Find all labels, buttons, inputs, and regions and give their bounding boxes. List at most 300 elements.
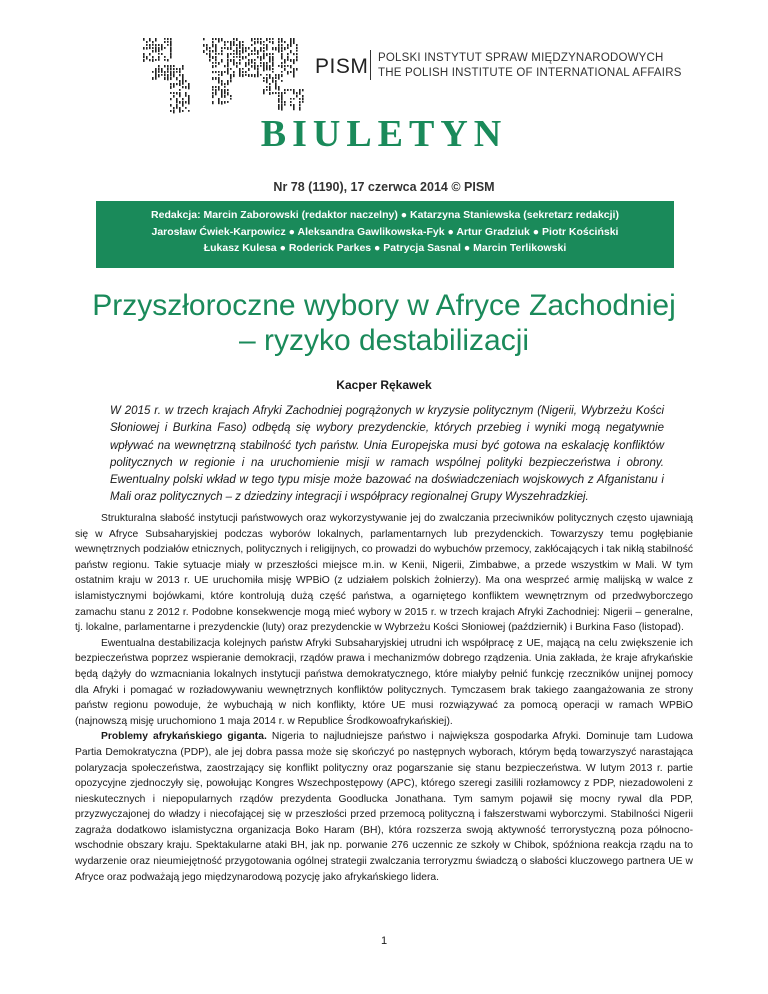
map-dot <box>143 53 145 56</box>
body-paragraph-3 <box>75 729 693 885</box>
map-dot <box>170 65 172 68</box>
map-dot <box>248 53 250 56</box>
map-dot <box>239 41 241 44</box>
map-dot <box>149 59 151 61</box>
map-dot <box>233 56 235 58</box>
map-dot <box>296 95 298 97</box>
map-dot <box>158 68 160 71</box>
map-dot <box>266 74 268 76</box>
map-dot <box>227 83 229 85</box>
map-dot <box>269 53 271 55</box>
map-dot <box>173 86 175 88</box>
map-dot <box>299 107 301 111</box>
map-dot <box>281 65 283 68</box>
map-dot <box>254 47 256 50</box>
map-dot <box>248 68 250 71</box>
map-dot <box>224 41 226 43</box>
map-dot <box>212 38 214 40</box>
map-dot <box>170 74 172 76</box>
map-dot <box>182 101 184 104</box>
map-dot <box>167 44 169 46</box>
map-dot <box>161 74 163 76</box>
map-dot <box>236 38 238 41</box>
map-dot <box>164 77 166 80</box>
map-dot <box>245 56 247 59</box>
map-dot <box>158 74 160 77</box>
map-dot <box>176 68 178 70</box>
map-dot <box>209 56 211 58</box>
map-dot <box>206 44 208 47</box>
map-dot <box>170 68 172 70</box>
map-dot <box>158 44 160 46</box>
map-dot <box>215 44 217 47</box>
map-dot <box>221 95 223 98</box>
map-dot <box>230 53 232 55</box>
map-dot <box>254 50 256 52</box>
map-dot <box>299 98 301 100</box>
map-dot <box>212 56 214 59</box>
map-dot <box>233 71 235 73</box>
map-dot <box>179 74 181 76</box>
map-dot <box>284 68 286 71</box>
map-dot <box>263 80 265 82</box>
map-dot <box>260 47 262 50</box>
map-dot <box>224 92 226 94</box>
map-dot <box>176 98 178 101</box>
map-dot <box>293 92 295 94</box>
map-dot <box>287 44 289 47</box>
map-dot <box>173 95 175 98</box>
map-dot <box>251 44 253 46</box>
map-dot <box>182 83 184 85</box>
map-dot <box>242 74 244 77</box>
map-dot <box>143 38 145 41</box>
map-dot <box>146 41 148 43</box>
map-dot <box>293 104 295 107</box>
map-dot <box>278 47 280 50</box>
map-dot <box>242 56 244 60</box>
map-dot <box>278 41 280 43</box>
map-dot <box>266 65 268 68</box>
world-map-logo <box>132 30 307 115</box>
map-dot <box>158 65 160 68</box>
map-dot <box>251 53 253 55</box>
map-dot <box>167 68 169 71</box>
map-dot <box>251 65 253 68</box>
map-dot <box>281 104 283 107</box>
map-dot <box>260 41 262 45</box>
map-dot <box>263 65 265 69</box>
map-dot <box>269 86 271 89</box>
map-dot <box>227 41 229 43</box>
map-dot <box>299 101 301 103</box>
map-dot <box>290 89 292 91</box>
map-dot <box>158 53 160 55</box>
map-dot <box>263 50 265 52</box>
map-dot <box>176 83 178 85</box>
map-dot <box>266 38 268 41</box>
map-dot <box>224 89 226 92</box>
map-dot <box>239 59 241 61</box>
editorial-board <box>96 201 674 268</box>
map-dot <box>224 47 226 49</box>
map-dot <box>263 68 265 71</box>
map-dot <box>227 53 229 56</box>
map-dot <box>158 47 160 50</box>
map-dot <box>260 59 262 61</box>
map-dot <box>182 98 184 100</box>
map-dot <box>257 38 259 40</box>
map-dot <box>236 44 238 46</box>
map-dot <box>218 89 220 91</box>
map-dot <box>233 50 235 52</box>
map-dot <box>212 71 214 73</box>
map-dot <box>212 77 214 80</box>
map-dot <box>239 71 241 74</box>
map-dot <box>278 86 280 89</box>
map-dot <box>215 38 217 40</box>
map-dot <box>275 47 277 51</box>
map-dot <box>281 53 283 56</box>
map-dot <box>176 77 178 80</box>
lead-paragraph: W 2015 r. w trzech krajach Afryki Zachodniej pogrążonych w kryzysie politycznym (Nigerii, Wybrzeżu Kości Słoniowej i Burkina Faso) odbędą się wybory prezydenckie, których przebieg i wyniki mogą negatywnie wpływać na wewnętrzną stabilność tych państw. Unia Europejska musi być gotowa na eskalację konfliktów politycznych w regionie i na uruchomienie misji w ramach wspólnej polityki bezpieczeństwa i obrony. Ewentualny polski wkład w tego typu misje może bazować na doświadczeniach wojskowych z Afganistanu i Mali oraz politycznych – z dziedziny integracji i współpracy regionalnej Grupy Wyszehradzkiej. <box>110 405 664 504</box>
article-body <box>75 511 693 885</box>
map-dot <box>278 107 280 110</box>
map-dot <box>293 68 295 71</box>
map-dot <box>302 98 304 100</box>
map-dot <box>266 80 268 83</box>
map-dot <box>215 71 217 73</box>
map-dot <box>224 101 226 104</box>
map-dot <box>173 83 175 86</box>
map-dot <box>179 92 181 96</box>
map-dot <box>152 44 154 46</box>
map-dot <box>266 68 268 70</box>
map-dot <box>269 77 271 79</box>
map-dot <box>239 62 241 65</box>
map-dot <box>254 74 256 77</box>
map-dot <box>257 56 259 58</box>
map-dot <box>164 74 166 76</box>
map-dot <box>272 77 274 80</box>
map-dot <box>245 62 247 65</box>
map-dot <box>248 59 250 62</box>
map-dot <box>272 65 274 67</box>
map-dot <box>272 62 274 65</box>
map-dot <box>242 71 244 73</box>
editors-row-2: Jarosław Ćwiek-Karpowicz ● Aleksandra Gawlikowska-Fyk ● Artur Gradziuk ● Piotr Kościński <box>151 225 619 238</box>
editors-row-1: Redakcja: Marcin Zaborowski (redaktor naczelny) ● Katarzyna Staniewska (sekretarz redakcji) <box>151 209 619 221</box>
map-dot <box>263 44 265 46</box>
map-dot <box>179 68 181 71</box>
map-dot <box>218 41 220 43</box>
map-dot <box>212 95 214 98</box>
map-dot <box>269 65 271 68</box>
map-dot <box>290 38 292 42</box>
map-dot <box>236 62 238 64</box>
map-dot <box>296 92 298 94</box>
map-dot <box>233 44 235 46</box>
map-dot <box>155 47 157 50</box>
map-dot <box>173 74 175 77</box>
map-dot <box>179 107 181 110</box>
map-dot <box>290 98 292 100</box>
map-dot <box>230 98 232 100</box>
map-dot <box>161 47 163 50</box>
map-dot <box>218 38 220 41</box>
map-dot <box>215 56 217 59</box>
body-paragraph-1: Strukturalna słabość instytucji państwowych oraz wykorzystywanie jej do zwalczania przeciwników politycznych często ujawniają się w Afryce Subsaharyjskiej podczas wyborów lokalnych, parlamentarnych lub prezydenckich. Towarzyszy temu pogłębianie wewnętrznych podziałów etnicznych, politycznych i religijnych, co prowadzi do wybuchów przemocy, zakłócających i tak nikłą stabilność państw regionu. Takie sytuacje miały w przeszłości miejsce m.in. w Kenii, Nigerii, Zimbabwe, a przede wszystkim w Mali. W tym ostatnim kraju w 2013 r. UE uruchomiła misję WPBiO (z udziałem polskich żołnierzy). Ma ona wesprzeć armię malijską w walce z islamistycznymi bojówkami, które kontrolują dużą część państwa, a ogarniętego konfliktem wewnętrznym od przedwyborczego zamachu stanu z 2012 r. Podobne konsekwencje mogą mieć wybory w 2015 r. w trzech krajach Afryki Zachodniej: Nigerii – generalne, tj. lokalne, parlamentarne i prezydenckie (luty) oraz prezydenckie w Wybrzeżu Kości Słoniowej (październik) i Burkina Faso (listopad). <box>75 513 693 634</box>
map-dot <box>233 59 235 62</box>
map-dot <box>152 47 154 49</box>
map-dot <box>170 98 172 100</box>
map-dot <box>254 62 256 65</box>
map-dot <box>266 77 268 80</box>
map-dot <box>239 68 241 71</box>
map-dot <box>167 74 169 77</box>
map-dot <box>188 86 190 89</box>
map-dot <box>173 65 175 67</box>
page-number: 1 <box>380 935 388 947</box>
map-dot <box>275 86 277 90</box>
map-dot <box>218 53 220 55</box>
map-dot <box>254 38 256 40</box>
map-dot <box>164 38 166 40</box>
map-dot <box>218 77 220 80</box>
map-dot <box>272 80 274 83</box>
map-dot <box>290 41 292 44</box>
map-dot <box>239 50 241 53</box>
map-dot <box>254 59 256 61</box>
map-dot <box>230 77 232 80</box>
map-dot <box>245 71 247 73</box>
map-dot <box>170 38 172 41</box>
map-dot <box>278 50 280 53</box>
map-dot <box>296 56 298 59</box>
map-dot <box>167 77 169 80</box>
map-dot <box>188 101 190 104</box>
map-dot <box>215 50 217 52</box>
map-dot <box>173 68 175 70</box>
map-dot <box>266 53 268 56</box>
map-dot <box>158 59 160 61</box>
map-dot <box>278 92 280 94</box>
map-dot <box>293 41 295 44</box>
map-dot <box>254 53 256 55</box>
map-dot <box>269 83 271 85</box>
map-dot <box>251 59 253 62</box>
map-dot <box>284 65 286 67</box>
map-dot <box>245 74 247 76</box>
map-dot <box>287 56 289 59</box>
map-dot <box>272 41 274 44</box>
map-dot <box>212 65 214 68</box>
map-dot <box>176 104 178 107</box>
map-dot <box>302 89 304 91</box>
map-dot <box>260 65 262 67</box>
map-dot <box>224 86 226 88</box>
map-dot <box>173 107 175 110</box>
map-dot <box>278 101 280 103</box>
map-dot <box>290 44 292 47</box>
map-dot <box>227 47 229 50</box>
map-dot <box>185 86 187 89</box>
map-dot <box>245 65 247 67</box>
map-dot <box>230 80 232 82</box>
map-dot <box>230 44 232 47</box>
map-dot <box>281 47 283 50</box>
map-dot <box>179 95 181 97</box>
map-dot <box>155 77 157 80</box>
map-dot <box>302 95 304 98</box>
map-dot <box>167 41 169 43</box>
map-dot <box>212 101 214 104</box>
body-paragraph-2: Ewentualna destabilizacja kolejnych państw Afryki Subsaharyjskiej utrudni ich współpracę z UE, mającą na celu zwiększenie ich bezpieczeństwa poprzez wspieranie demokracji, rządów prawa i mechanizmów dobrego rządzenia. Unia zakłada, że kraje afrykańskie będą dążyły do wzmacniania lokalnych instytucji państwa demokratycznego, które miałyby pełnić funkcję rzeczników unijnej pomocy dla Afryki i pomagać w rozładowywaniu wewnętrznych konfliktów politycznych. Tymczasem brak takiego zaangażowania ze strony państw regionu powoduje, że wybuchają w nich konflikty, które UE musi rozwiązywać za pomocą operacji w ramach WPBiO (najnowszą misję uruchomiono 1 maja 2014 r. w Republice Środkowoafrykańskiej). <box>75 637 693 727</box>
map-dot <box>227 59 229 62</box>
map-dot <box>215 65 217 67</box>
map-dot <box>266 62 268 65</box>
map-dot <box>182 77 184 80</box>
map-dot <box>185 80 187 82</box>
map-dot <box>218 101 220 104</box>
map-dot <box>239 44 241 47</box>
map-dot <box>257 65 259 68</box>
map-dot <box>188 83 190 86</box>
map-dot <box>296 47 298 49</box>
map-dot <box>152 56 154 58</box>
map-dot <box>215 47 217 50</box>
map-dot <box>281 98 283 101</box>
map-dot <box>266 47 268 51</box>
map-dot <box>170 71 172 74</box>
map-dot <box>206 53 208 55</box>
map-dot <box>242 50 244 53</box>
map-dot <box>155 71 157 74</box>
map-dot <box>254 68 256 70</box>
map-dot <box>224 71 226 73</box>
map-dot <box>221 50 223 52</box>
map-dot <box>230 74 232 77</box>
map-dot <box>290 65 292 68</box>
map-dot <box>263 92 265 94</box>
map-dot <box>143 56 145 58</box>
map-dot <box>212 41 214 43</box>
map-dot <box>179 89 181 91</box>
map-dot <box>182 104 184 107</box>
map-dot <box>254 65 256 68</box>
map-dot <box>170 104 172 107</box>
institute-name-en: THE POLISH INSTITUTE OF INTERNATIONAL AFFAIRS <box>378 67 682 79</box>
map-dot <box>221 59 223 62</box>
map-dot <box>290 104 292 106</box>
map-dot <box>182 80 184 83</box>
map-dot <box>302 101 304 103</box>
map-dot <box>155 38 157 42</box>
map-dot <box>293 71 295 74</box>
map-dot <box>182 74 184 77</box>
map-dot <box>278 98 280 101</box>
map-dot <box>227 92 229 95</box>
map-dot <box>152 50 154 53</box>
map-dot <box>290 101 292 103</box>
map-dot <box>239 47 241 49</box>
map-dot <box>284 59 286 62</box>
map-dot <box>227 68 229 71</box>
map-dot <box>278 95 280 97</box>
map-dot <box>269 38 271 40</box>
map-dot <box>170 56 172 58</box>
map-dot <box>257 74 259 77</box>
map-dot <box>296 53 298 55</box>
map-dot <box>215 59 217 61</box>
map-dot <box>263 56 265 59</box>
map-dot <box>230 68 232 70</box>
map-dot <box>272 92 274 94</box>
map-dot <box>185 92 187 95</box>
map-dot <box>254 41 256 44</box>
map-dot <box>230 59 232 62</box>
map-dot <box>185 107 187 109</box>
map-dot <box>170 53 172 56</box>
map-dot <box>221 89 223 92</box>
map-dot <box>176 92 178 95</box>
map-dot <box>293 59 295 62</box>
map-dot <box>227 62 229 65</box>
map-dot <box>164 56 166 58</box>
map-dot <box>263 77 265 79</box>
map-dot <box>218 86 220 89</box>
article-title <box>0 288 768 358</box>
map-dot <box>164 65 166 67</box>
map-dot <box>152 77 154 80</box>
map-dot <box>215 77 217 80</box>
map-dot <box>296 59 298 61</box>
map-dot <box>179 80 181 83</box>
map-dot <box>161 44 163 47</box>
map-dot <box>236 56 238 58</box>
map-dot <box>215 86 217 88</box>
map-dot <box>275 83 277 86</box>
map-dot <box>257 68 259 71</box>
map-dot <box>251 50 253 52</box>
map-dot <box>236 47 238 50</box>
map-dot <box>233 53 235 55</box>
map-dot <box>155 50 157 52</box>
map-dot <box>278 38 280 41</box>
map-dot <box>248 62 250 65</box>
map-dot <box>203 38 205 40</box>
map-dot <box>170 83 172 86</box>
map-dot <box>269 68 271 71</box>
map-dot <box>281 107 283 111</box>
map-dot <box>188 98 190 101</box>
map-dot <box>146 44 148 46</box>
map-dot <box>278 104 280 107</box>
map-dot <box>293 89 295 92</box>
map-dot <box>278 77 280 80</box>
map-dot <box>275 74 277 77</box>
map-dot <box>170 47 172 50</box>
map-dot <box>155 74 157 77</box>
map-dot <box>293 74 295 78</box>
map-dot <box>257 53 259 55</box>
map-dot <box>260 38 262 40</box>
map-dot <box>149 44 151 47</box>
map-dot <box>218 74 220 76</box>
map-dot <box>239 56 241 58</box>
map-dot <box>281 92 283 95</box>
map-dot <box>281 56 283 59</box>
